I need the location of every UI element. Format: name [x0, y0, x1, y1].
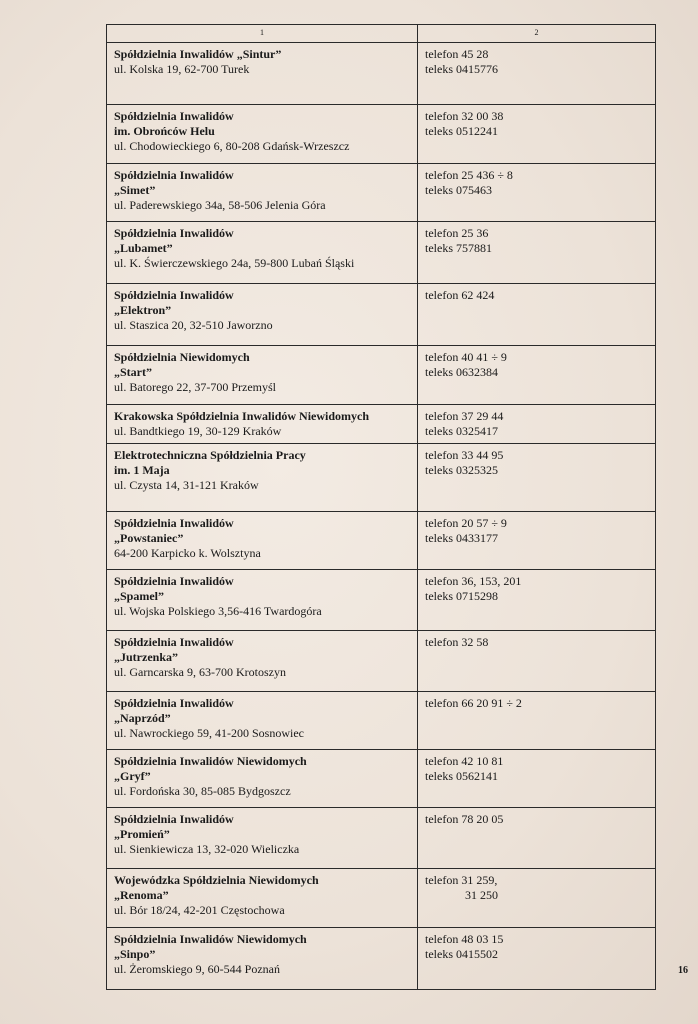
entity-name-line: Spółdzielnia Inwalidów [114, 635, 234, 649]
entity-cell [107, 284, 418, 346]
entity-address: ul. Bór 18/24, 42-201 Częstochowa [114, 903, 285, 917]
entity-cell [107, 346, 418, 405]
contact-line: telefon 62 424 [425, 288, 495, 302]
column-number-2: 2 [418, 25, 656, 43]
contact-line: teleks 0415776 [425, 62, 498, 76]
entity-address: ul. K. Świerczewskiego 24a, 59-800 Lubań Śląski [114, 256, 355, 270]
contact-line: telefon 48 03 15 [425, 932, 504, 946]
table-row [107, 570, 656, 631]
contact-cell [418, 631, 656, 692]
contact-line: telefon 42 10 81 [425, 754, 504, 768]
entity-name-line: Spółdzielnia Inwalidów Niewidomych [114, 754, 307, 768]
contact-line: telefon 36, 153, 201 [425, 574, 522, 588]
cooperatives-table [106, 24, 656, 990]
contact-line: teleks 0562141 [425, 769, 498, 783]
entity-address: ul. Garncarska 9, 63-700 Krotoszyn [114, 665, 286, 679]
entity-name-line: Spółdzielnia Inwalidów [114, 226, 234, 240]
table-row [107, 405, 656, 444]
contact-line: telefon 40 41 ÷ 9 [425, 350, 507, 364]
contact-line: teleks 757881 [425, 241, 492, 255]
entity-name-line: Krakowska Spółdzielnia Inwalidów Niewidomych [114, 409, 370, 423]
entity-name-line: „Naprzód” [114, 711, 171, 725]
entity-cell [107, 512, 418, 570]
entity-name-line: Spółdzielnia Inwalidów [114, 812, 234, 826]
contact-line: telefon 25 36 [425, 226, 489, 240]
entity-cell [107, 808, 418, 869]
entity-address: ul. Staszica 20, 32-510 Jaworzno [114, 318, 273, 332]
table-row [107, 512, 656, 570]
contact-cell [418, 405, 656, 444]
contact-cell [418, 570, 656, 631]
table-row [107, 222, 656, 284]
entity-cell [107, 405, 418, 444]
table-row [107, 928, 656, 990]
entity-name-line: „Lubamet” [114, 241, 173, 255]
contact-cell [418, 164, 656, 222]
table-row [107, 692, 656, 750]
contact-cell [418, 105, 656, 164]
contact-line: teleks 0325325 [425, 463, 498, 477]
contact-line: teleks 0325417 [425, 424, 498, 438]
entity-cell [107, 570, 418, 631]
contact-line: telefon 37 29 44 [425, 409, 504, 423]
contact-line: telefon 66 20 91 ÷ 2 [425, 696, 522, 710]
contact-line: teleks 0512241 [425, 124, 498, 138]
entity-address: ul. Bandtkiego 19, 30-129 Kraków [114, 424, 282, 438]
entity-name-line: Spółdzielnia Inwalidów [114, 288, 234, 302]
contact-line: teleks 0715298 [425, 589, 498, 603]
contact-line: telefon 20 57 ÷ 9 [425, 516, 507, 530]
entity-cell [107, 444, 418, 512]
entity-address: ul. Wojska Polskiego 3,56-416 Twardogóra [114, 604, 322, 618]
entity-address: 64-200 Karpicko k. Wolsztyna [114, 546, 261, 560]
table-row [107, 43, 656, 105]
contact-line: telefon 31 259, [425, 873, 498, 887]
column-number-1: 1 [107, 25, 418, 43]
entity-address: ul. Sienkiewicza 13, 32-020 Wieliczka [114, 842, 300, 856]
entity-address: ul. Czysta 14, 31-121 Kraków [114, 478, 259, 492]
entity-name-line: Spółdzielnia Inwalidów [114, 696, 234, 710]
column-number-row [107, 25, 656, 43]
contact-cell [418, 43, 656, 105]
table-row [107, 808, 656, 869]
contact-cell [418, 346, 656, 405]
contact-line: telefon 32 58 [425, 635, 489, 649]
entity-cell [107, 222, 418, 284]
entity-name-line: Spółdzielnia Inwalidów [114, 516, 234, 530]
contact-line: telefon 33 44 95 [425, 448, 504, 462]
table-row [107, 105, 656, 164]
entity-cell [107, 631, 418, 692]
entity-cell [107, 928, 418, 990]
entity-name-line: Spółdzielnia Inwalidów [114, 109, 234, 123]
entity-cell [107, 750, 418, 808]
contact-line: 31 250 [465, 888, 498, 902]
entity-name-line: Spółdzielnia Inwalidów [114, 574, 234, 588]
entity-name-line: Spółdzielnia Inwalidów Niewidomych [114, 932, 307, 946]
entity-name-line: Wojewódzka Spółdzielnia Niewidomych [114, 873, 319, 887]
contact-cell [418, 284, 656, 346]
contact-line: teleks 0415502 [425, 947, 498, 961]
contact-cell [418, 222, 656, 284]
entity-name-line: „Simet” [114, 183, 156, 197]
entity-address: ul. Fordońska 30, 85-085 Bydgoszcz [114, 784, 291, 798]
entity-name-line: „Promień” [114, 827, 170, 841]
entity-cell [107, 869, 418, 928]
table-row [107, 631, 656, 692]
entity-name-line: im. 1 Maja [114, 463, 170, 477]
entity-address: ul. Żeromskiego 9, 60-544 Poznań [114, 962, 280, 976]
entity-cell [107, 692, 418, 750]
table-row [107, 284, 656, 346]
contact-cell [418, 692, 656, 750]
entity-name-line: „Elektron” [114, 303, 172, 317]
page-number: 16 [678, 965, 688, 976]
contact-cell [418, 928, 656, 990]
contact-cell [418, 808, 656, 869]
entity-address: ul. Paderewskiego 34a, 58-506 Jelenia Góra [114, 198, 326, 212]
contact-cell [418, 750, 656, 808]
entity-name-line: „Renoma” [114, 888, 169, 902]
entity-name-line: Elektrotechniczna Spółdzielnia Pracy [114, 448, 306, 462]
table-row [107, 444, 656, 512]
entity-address: ul. Batorego 22, 37-700 Przemyśl [114, 380, 276, 394]
entity-cell [107, 105, 418, 164]
entity-name-line: „Powstaniec” [114, 531, 184, 545]
entity-name-line: „Sinpo” [114, 947, 156, 961]
contact-line: telefon 78 20 05 [425, 812, 504, 826]
entity-name-line: „Spamel” [114, 589, 165, 603]
entity-name-line: Spółdzielnia Niewidomych [114, 350, 250, 364]
entity-address: ul. Kolska 19, 62-700 Turek [114, 62, 250, 76]
contact-line: teleks 0632384 [425, 365, 498, 379]
table-row [107, 869, 656, 928]
entity-name-line: Spółdzielnia Inwalidów [114, 168, 234, 182]
entity-cell [107, 43, 418, 105]
entity-name-line: im. Obrońców Helu [114, 124, 215, 138]
table-row [107, 346, 656, 405]
contact-line: telefon 32 00 38 [425, 109, 504, 123]
contact-line: telefon 25 436 ÷ 8 [425, 168, 513, 182]
contact-line: teleks 075463 [425, 183, 492, 197]
entity-name-line: „Jutrzenka” [114, 650, 178, 664]
contact-line: teleks 0433177 [425, 531, 498, 545]
entity-cell [107, 164, 418, 222]
entity-address: ul. Chodowieckiego 6, 80-208 Gdańsk-Wrzeszcz [114, 139, 350, 153]
table-row [107, 164, 656, 222]
contact-cell [418, 444, 656, 512]
entity-name-line: „Start” [114, 365, 152, 379]
table-row [107, 750, 656, 808]
entity-name-line: „Gryf” [114, 769, 151, 783]
contact-cell [418, 869, 656, 928]
contact-cell [418, 512, 656, 570]
contact-line: telefon 45 28 [425, 47, 489, 61]
entity-address: ul. Nawrockiego 59, 41-200 Sosnowiec [114, 726, 304, 740]
entity-name-line: Spółdzielnia Inwalidów „Sintur” [114, 47, 282, 61]
